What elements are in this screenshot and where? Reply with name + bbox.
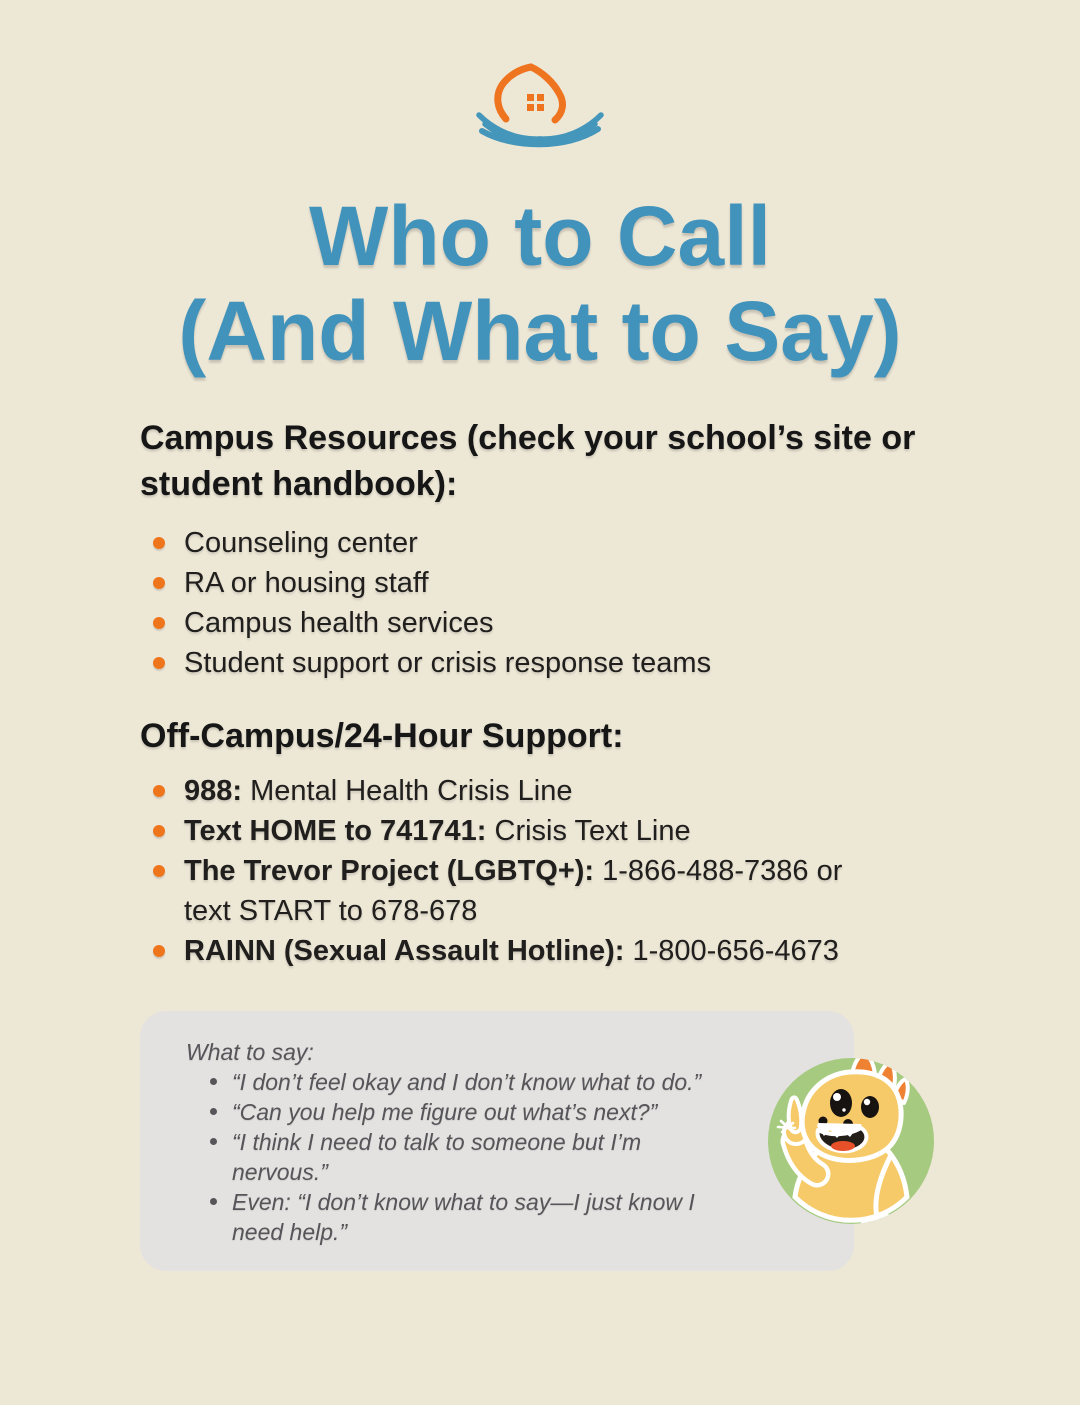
hotline-detail: Crisis Text Line — [486, 815, 691, 847]
page-title-line2: (And What to Say) — [178, 284, 902, 378]
list-item: “Can you help me figure out what’s next?” — [232, 1097, 722, 1127]
heading-campus-resources: Campus Resources (check your school’s site or student handbook): — [140, 419, 916, 503]
list-item: Campus health services — [184, 603, 940, 643]
hotline-detail: 1-800-656-4673 — [624, 935, 839, 967]
hotline-name: RAINN (Sexual Assault Hotline): — [184, 935, 625, 967]
what-to-say-list — [186, 1067, 722, 1247]
campus-resources-list — [140, 523, 940, 683]
list-item: Student support or crisis response teams — [184, 643, 940, 683]
list-item — [184, 931, 874, 971]
what-to-say-area — [140, 1011, 940, 1271]
hotline-detail: Mental Health Crisis Line — [242, 775, 573, 807]
what-to-say-title: What to say: — [186, 1039, 314, 1065]
house-nest-logo-icon — [465, 55, 615, 165]
heading-offcampus-support: Off-Campus/24-Hour Support: — [140, 717, 624, 755]
list-item: RA or housing staff — [184, 563, 940, 603]
list-item — [184, 851, 874, 931]
hotline-name: The Trevor Project (LGBTQ+): — [184, 855, 595, 887]
dino-mascot-icon — [755, 1039, 955, 1259]
page-title — [0, 189, 1080, 379]
hotline-name: 988: — [184, 775, 243, 807]
what-to-say-card — [140, 1011, 854, 1271]
poster — [0, 55, 1080, 1271]
offcampus-support-list — [140, 771, 874, 971]
hotline-name: Text HOME to 741741: — [184, 815, 487, 847]
content-column — [0, 415, 1080, 1271]
list-item: Counseling center — [184, 523, 940, 563]
hotline-detail: 1-866-488-7386 or text START to 678-678 — [184, 855, 843, 927]
list-item: Even: “I don’t know what to say—I just know I need help.” — [232, 1187, 722, 1247]
list-item: “I think I need to talk to someone but I’m nervous.” — [232, 1127, 722, 1187]
list-item — [184, 771, 874, 811]
page-title-line1: Who to Call — [309, 189, 771, 283]
list-item — [184, 811, 874, 851]
list-item: “I don’t feel okay and I don’t know what to do.” — [232, 1067, 722, 1097]
